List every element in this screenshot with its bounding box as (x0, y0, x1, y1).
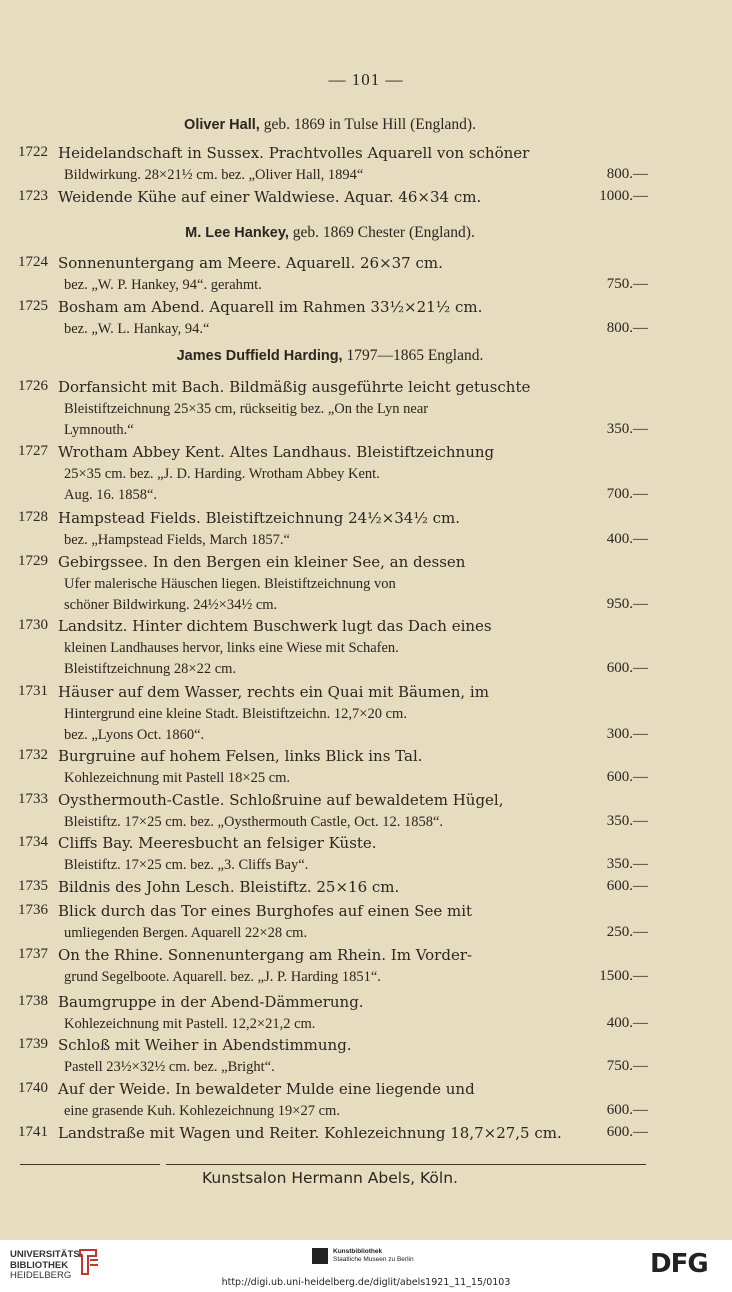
lot-description: Landstraße mit Wagen und Reiter. Kohlezeichnung 18,7×27,5 cm. (58, 1124, 562, 1142)
lot-detail-line (18, 531, 648, 553)
lot-entry (18, 902, 648, 945)
lot-description: Häuser auf dem Wasser, rechts ein Quai mit Bäumen, im (58, 683, 489, 701)
lot-number: 1723 (18, 188, 48, 204)
lot-number: 1722 (18, 144, 48, 160)
lot-description: Bleistiftz. 17×25 cm. bez. „3. Cliffs Bay“. (64, 856, 309, 873)
lot-price: 400.— (606, 530, 648, 547)
lot-detail-line (18, 486, 648, 508)
lot-entry (18, 254, 648, 297)
lot-description: Weidende Kühe auf einer Waldwiese. Aquar. 46×34 cm. (58, 188, 482, 206)
lot-description: 25×35 cm. bez. „J. D. Harding. Wrotham Abbey Kent. (64, 465, 380, 482)
artist-name: M. Lee Hankey, (185, 225, 289, 241)
lot-number: 1738 (18, 993, 48, 1009)
lot-title-line (18, 553, 648, 575)
lot-description: bez. „Hampstead Fields, March 1857.“ (64, 531, 290, 548)
lot-price: 700.— (606, 486, 648, 502)
lot-price: 950.— (606, 596, 648, 612)
lot-description: Gebirgssee. In den Bergen ein kleiner See, an dessen (58, 553, 466, 571)
lot-entry (18, 188, 648, 210)
lot-price: 400.— (606, 1014, 648, 1031)
lot-number: 1725 (18, 298, 48, 314)
lot-number: 1736 (18, 902, 48, 918)
lot-description: Aug. 16. 1858“. (64, 487, 158, 503)
lot-description: Kohlezeichnung mit Pastell. 12,2×21,2 cm. (64, 1015, 316, 1032)
lot-detail-line (18, 276, 648, 298)
lot-description: Blick durch das Tor eines Burghofes auf einen See mit (58, 902, 473, 920)
lot-description: Pastell 23½×32½ cm. bez. „Bright“. (64, 1058, 275, 1075)
lot-detail-line (18, 660, 648, 682)
lot-number: 1732 (18, 747, 48, 763)
lot-number: 1739 (18, 1036, 48, 1052)
lot-number: 1728 (18, 509, 48, 525)
lot-number: 1726 (18, 378, 48, 394)
lot-description: bez. „W. P. Hankey, 94“. gerahmt. (64, 276, 262, 293)
lot-title-line (18, 443, 648, 465)
lot-price: 350.— (606, 421, 648, 437)
lot-description: On the Rhine. Sonnenuntergang am Rhein. Im Vorder- (58, 946, 473, 964)
lot-entry (18, 144, 648, 187)
lot-description: Burgruine auf hohem Felsen, links Blick ins Tal. (58, 747, 423, 765)
footer-rule (166, 1164, 646, 1165)
lot-number: 1730 (18, 617, 48, 633)
lot-entry (18, 791, 648, 834)
lot-description: Wrotham Abbey Kent. Altes Landhaus. Bleistiftzeichnung (58, 443, 495, 461)
lot-description: Heidelandschaft in Sussex. Prachtvolles Aquarell von schöner (58, 144, 530, 162)
lot-detail-line (18, 769, 648, 791)
lot-price: 250.— (606, 923, 648, 940)
lot-title-line (18, 902, 648, 924)
lot-entry (18, 834, 648, 877)
lot-entry (18, 617, 648, 682)
lot-title-line (18, 298, 648, 320)
lot-detail-line (18, 924, 648, 946)
lot-price: 600.— (606, 1101, 648, 1118)
lot-detail-line (18, 726, 648, 748)
lot-description: Bleistiftzeichnung 28×22 cm. (64, 661, 237, 677)
lot-detail-line (18, 639, 648, 661)
lot-entry (18, 683, 648, 748)
lot-price: 600.— (606, 768, 648, 785)
university-seal-icon (76, 1246, 100, 1276)
lot-entry (18, 1036, 648, 1079)
lot-description: Auf der Weide. In bewaldeter Mulde eine liegende und (58, 1080, 475, 1098)
lot-detail-line (18, 1015, 648, 1037)
lot-title-line (18, 747, 648, 769)
lot-description: Landsitz. Hinter dichtem Buschwerk lugt das Dach eines (58, 617, 492, 635)
lot-description: Bosham am Abend. Aquarell im Rahmen 33½×21½ cm. (58, 298, 483, 316)
lot-price: 300.— (606, 726, 648, 742)
lot-title-line (18, 617, 648, 639)
lot-detail-line (18, 166, 648, 188)
lot-detail-line (18, 465, 648, 487)
lot-description: Kohlezeichnung mit Pastell 18×25 cm. (64, 769, 291, 786)
lot-title-line (18, 188, 648, 210)
lot-detail-line (18, 856, 648, 878)
lot-number: 1735 (18, 878, 48, 894)
lot-description: Sonnenuntergang am Meere. Aquarell. 26×37 cm. (58, 254, 443, 272)
artist-info: 1797—1865 England. (342, 347, 484, 364)
lot-title-line (18, 993, 648, 1015)
publisher-footer: Kunstsalon Hermann Abels, Köln. (202, 1169, 458, 1187)
artist-info: geb. 1869 Chester (England). (288, 224, 475, 241)
lot-description: Cliffs Bay. Meeresbucht an felsiger Küste. (58, 834, 377, 852)
lot-entry (18, 878, 648, 900)
lot-title-line (18, 946, 648, 968)
lot-description: Bildnis des John Lesch. Bleistiftz. 25×16 cm. (58, 878, 400, 896)
lot-price: 600.— (606, 1124, 648, 1140)
lot-title-line (18, 1080, 648, 1102)
lot-entry (18, 553, 648, 618)
lot-price: 600.— (606, 878, 648, 894)
lot-detail-line (18, 1058, 648, 1080)
lot-description: Hampstead Fields. Bleistiftzeichnung 24½×34½ cm. (58, 509, 461, 527)
lot-entry (18, 747, 648, 790)
lot-price: 750.— (606, 1057, 648, 1074)
dfg-logo: DFG (650, 1249, 708, 1279)
lot-entry (18, 298, 648, 341)
lot-description: Bleistiftzeichnung 25×35 cm, rückseitig bez. „On the Lyn near (64, 400, 429, 417)
lot-description: eine grasende Kuh. Kohlezeichnung 19×27 cm. (64, 1102, 340, 1119)
lot-description: umliegenden Bergen. Aquarell 22×28 cm. (64, 924, 308, 941)
artist-header (0, 224, 660, 242)
lot-description: Hintergrund eine kleine Stadt. Bleistiftzeichn. 12,7×20 cm. (64, 705, 407, 722)
lot-description: bez. „Lyons Oct. 1860“. (64, 727, 205, 743)
lot-description: schöner Bildwirkung. 24½×34½ cm. (64, 597, 278, 613)
kunstbibliothek-logo-icon (312, 1248, 328, 1264)
lot-title-line (18, 144, 648, 166)
lot-entry (18, 509, 648, 552)
lot-number: 1724 (18, 254, 48, 270)
lot-title-line (18, 254, 648, 276)
lot-title-line (18, 878, 648, 900)
lot-price: 800.— (606, 319, 648, 336)
lot-entry (18, 993, 648, 1036)
lot-price: 350.— (606, 812, 648, 829)
lot-detail-line (18, 400, 648, 422)
lot-entry (18, 443, 648, 508)
lot-description: Lymnouth.“ (64, 422, 134, 438)
lot-title-line (18, 834, 648, 856)
lot-description: Schloß mit Weiher in Abendstimmung. (58, 1036, 352, 1054)
lot-price: 1000.— (599, 188, 648, 204)
lot-number: 1741 (18, 1124, 48, 1140)
lot-description: Bleistiftz. 17×25 cm. bez. „Oysthermouth Castle, Oct. 12. 1858“. (64, 813, 444, 830)
lot-description: Dorfansicht mit Bach. Bildmäßig ausgeführte leicht getuschte (58, 378, 531, 396)
lot-description: Bildwirkung. 28×21½ cm. bez. „Oliver Hall, 1894“ (64, 166, 364, 183)
lot-number: 1737 (18, 946, 48, 962)
lot-detail-line (18, 575, 648, 597)
lot-title-line (18, 1036, 648, 1058)
permalink-url[interactable]: http://digi.ub.uni-heidelberg.de/diglit/abels1921_11_15/0103 (221, 1277, 511, 1288)
lot-description: Oysthermouth-Castle. Schloßruine auf bewaldetem Hügel, (58, 791, 504, 809)
lot-entry (18, 1124, 648, 1146)
lot-detail-line (18, 596, 648, 618)
lot-entry (18, 378, 648, 443)
lot-detail-line (18, 968, 648, 990)
kunstbibliothek-logo-text: Kunstbibliothek Staatliche Museen zu Berlin (333, 1248, 414, 1263)
lot-title-line (18, 1124, 648, 1146)
lot-title-line (18, 378, 648, 400)
lot-price: 800.— (606, 165, 648, 182)
lot-detail-line (18, 705, 648, 727)
footer-rule (20, 1164, 160, 1165)
lot-number: 1734 (18, 834, 48, 850)
lot-title-line (18, 509, 648, 531)
lot-number: 1729 (18, 553, 48, 569)
lot-price: 350.— (606, 855, 648, 872)
lot-entry (18, 1080, 648, 1123)
lot-description: grund Segelboote. Aquarell. bez. „J. P. Harding 1851“. (64, 968, 381, 985)
artist-header (0, 116, 660, 134)
lot-number: 1727 (18, 443, 48, 459)
lot-number: 1731 (18, 683, 48, 699)
lot-price: 600.— (606, 660, 648, 676)
lot-description: kleinen Landhauses hervor, links eine Wiese mit Schafen. (64, 639, 399, 656)
lot-detail-line (18, 421, 648, 443)
lot-title-line (18, 683, 648, 705)
page-number: — 101 — (328, 70, 404, 89)
lot-description: bez. „W. L. Hankay, 94.“ (64, 320, 210, 337)
lot-price: 750.— (606, 275, 648, 292)
lot-description: Baumgruppe in der Abend-Dämmerung. (58, 993, 364, 1011)
lot-detail-line (18, 813, 648, 835)
university-library-logo-text: UNIVERSITÄTS- BIBLIOTHEK HEIDELBERG (10, 1249, 83, 1281)
artist-info: geb. 1869 in Tulse Hill (England). (259, 116, 476, 133)
lot-description: Ufer malerische Häuschen liegen. Bleistiftzeichnung von (64, 575, 396, 592)
lot-detail-line (18, 1102, 648, 1124)
lot-number: 1733 (18, 791, 48, 807)
artist-header (0, 347, 660, 365)
lot-detail-line (18, 320, 648, 342)
lot-price: 1500.— (599, 967, 648, 984)
artist-name: James Duffield Harding, (176, 348, 343, 364)
lot-title-line (18, 791, 648, 813)
artist-name: Oliver Hall, (184, 117, 260, 133)
lot-number: 1740 (18, 1080, 48, 1096)
lot-entry (18, 946, 648, 989)
